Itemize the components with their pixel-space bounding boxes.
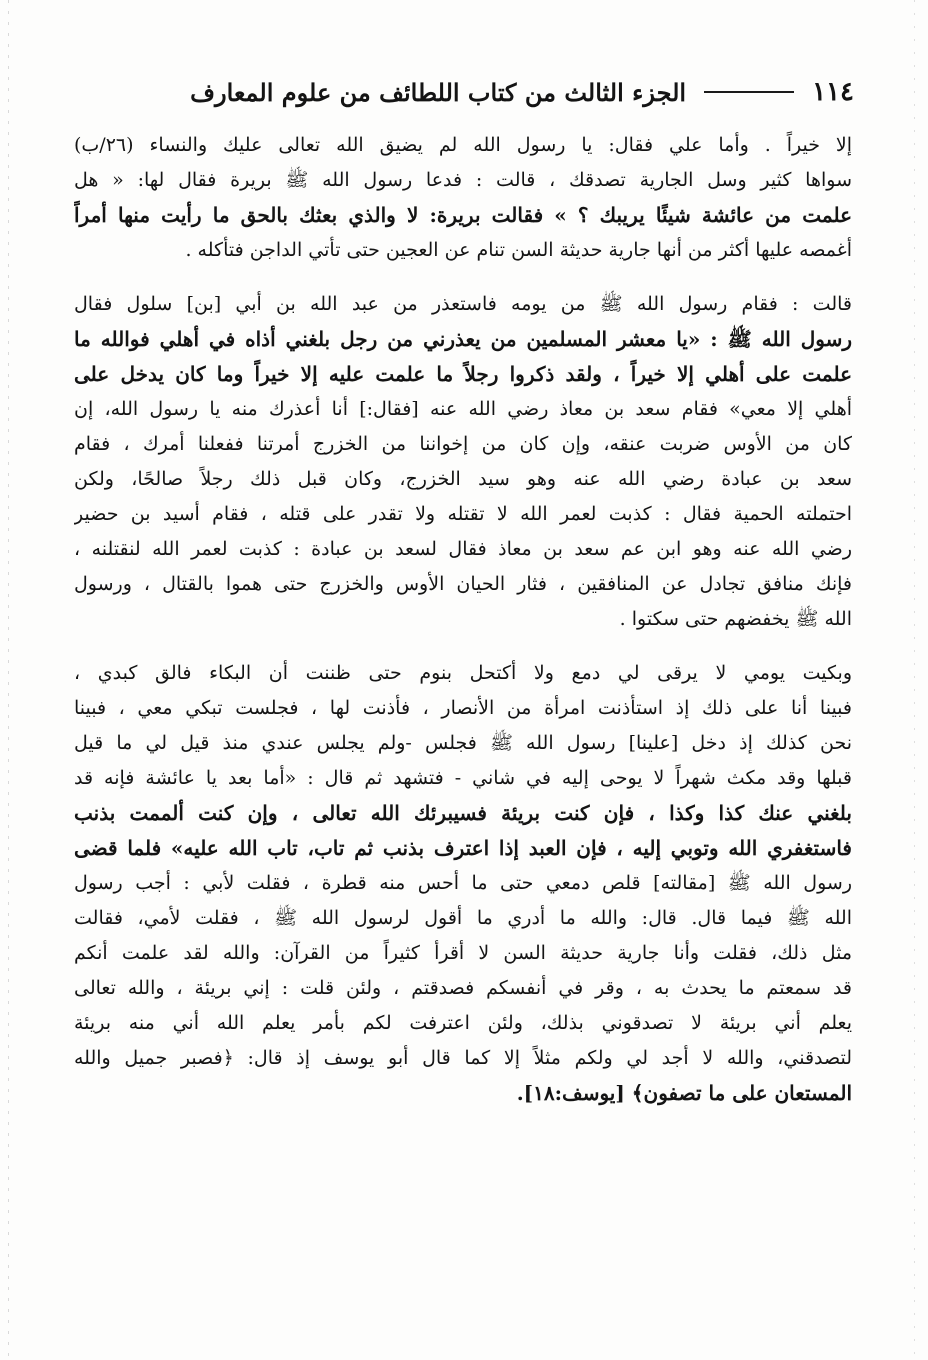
- text-line: احتملته الحمية فقال : كذبت لعمر الله لا تقتله ولا تقدر على قتله ، فقام أسيد بن حضير: [74, 503, 852, 525]
- page-number: ١١٤: [812, 77, 854, 107]
- text-line: علمت على أهلي إلا خيراً ، ولقد ذكروا رجلاً ما علمت عليه إلا خيراً وما كان يدخل على: [74, 362, 852, 386]
- text-line: سواها كثير وسل الجارية تصدقك ، قالت : فدعا رسول الله ﷺ بريرة فقال لها: « هل: [74, 169, 852, 191]
- text-line: نحن كذلك إذ دخل [علينا] رسول الله ﷺ فجلس -ولم يجلس عندي منذ قيل لي ما قيل: [74, 732, 852, 754]
- text-line: الله ﷺ يخفضهم حتى سكتوا .: [619, 608, 852, 630]
- running-title: الجزء الثالث من كتاب اللطائف من علوم المعارف: [190, 77, 687, 107]
- paragraph-1: [74, 128, 852, 268]
- header-rule: [704, 91, 794, 93]
- text-line: مثل ذلك، فقلت وأنا جارية حديثة السن لا أقرأ كثيراً من القرآن: والله لقد علمت أنكم: [74, 942, 852, 964]
- text-line: قالت : فقام رسول الله ﷺ من يومه فاستعذر من عبد الله بن أبي [بن] سلول فقال: [74, 293, 852, 315]
- text-line: يعلم أني بريئة لا تصدقوني بذلك، ولئن اعترفت لكم بأمر يعلم الله أني منه بريئة: [74, 1012, 852, 1034]
- text-line: فاستغفري الله وتوبي إليه ، فإن العبد إذا اعترف بذنب ثم تاب، تاب الله عليه» فلما قضى: [74, 836, 852, 860]
- text-line: إلا خيراً . وأما علي فقال: يا رسول الله لم يضيق الله تعالى عليك والنساء (٢٦/ب): [74, 134, 852, 156]
- text-line: بلغني عنك كذا وكذا ، فإن كنت بريئة فسيبرئك الله تعالى ، وإن كنت ألممت بذنب: [74, 801, 852, 825]
- text-line: فإنك منافق تجادل عن المنافقين ، فثار الحيان الأوس والخزرج حتى هموا بالقتال ، ورسول: [74, 573, 852, 595]
- text-line: المستعان على ما تصفون﴾ [يوسف:١٨].: [516, 1081, 852, 1105]
- text-line: رسول الله ﷺ [مقالته] قلص دمعي حتى ما أحس منه قطرة ، فقلت لأبي : أجب رسول: [74, 872, 852, 894]
- text-line: لتصدقني، والله لا أجد لي ولكم مثلاً إلا كما قال أبو يوسف إذ قال: ﴿فصبر جميل والله: [74, 1047, 852, 1069]
- text-line: أغمصه عليها أكثر من أنها جارية حديثة السن تنام عن العجين حتى تأتي الداجن فتأكله .: [185, 239, 852, 261]
- text-line: رسول الله ﷺ : «يا معشر المسلمين من يعذرني من رجل بلغني أذاه في أهلي فوالله ما: [74, 327, 852, 351]
- text-line: سعد بن عبادة رضي الله عنه وهو سيد الخزرج، وكان قبل ذلك رجلاً صالحًا، ولكن: [74, 468, 852, 490]
- text-line: علمت من عائشة شيئًا يريبك ؟ » فقالت بريرة: لا والذي بعثك بالحق ما رأيت منها أمراً: [74, 203, 852, 227]
- text-line: وبكيت يومي لا يرقى لي دمع ولا أكتحل بنوم حتى ظننت أن البكاء فالق كبدي ،: [74, 662, 852, 684]
- text-line: قد سمعتم ما يحدث به ، وقر في أنفسكم فصدقتم ، ولئن قلت : إني بريئة ، والله تعالى: [74, 977, 852, 999]
- paragraph-3: [74, 656, 852, 1111]
- scan-edge-mark-left: [8, 0, 9, 1360]
- text-line: قبلها وقد مكث شهراً لا يوحى إليه في شاني - فتشهد ثم قال : «أما بعد يا عائشة فإنه قد: [74, 767, 852, 789]
- text-line: الله ﷺ فيما قال. قال: والله ما أدري ما أقول لرسول الله ﷺ ، فقلت لأمي، فقالت: [74, 907, 852, 929]
- paragraph-2: [74, 287, 852, 637]
- text-line: رضي الله عنه وهو ابن عم سعد بن معاذ فقال لسعد بن عبادة : كذبت لعمر الله لنقتلنه ،: [74, 538, 852, 560]
- text-line: أهلي إلا معي» فقام سعد بن معاذ رضي الله عنه [فقال:] أنا أعذرك منه يا رسول الله، إن: [74, 398, 852, 420]
- scan-edge-mark-right: [914, 0, 915, 1360]
- body-text: [74, 128, 852, 1130]
- text-line: كان من الأوس ضربت عنقه، وإن كان من إخواننا من الخزرج أمرتنا ففعلنا أمرك ، فقام: [74, 433, 852, 455]
- text-line: فبينا أنا على ذلك إذ استأذنت امرأة من الأنصار ، فأذنت لها ، فجلست تبكي معي ، فبينا: [74, 697, 852, 719]
- page-header: [74, 70, 854, 114]
